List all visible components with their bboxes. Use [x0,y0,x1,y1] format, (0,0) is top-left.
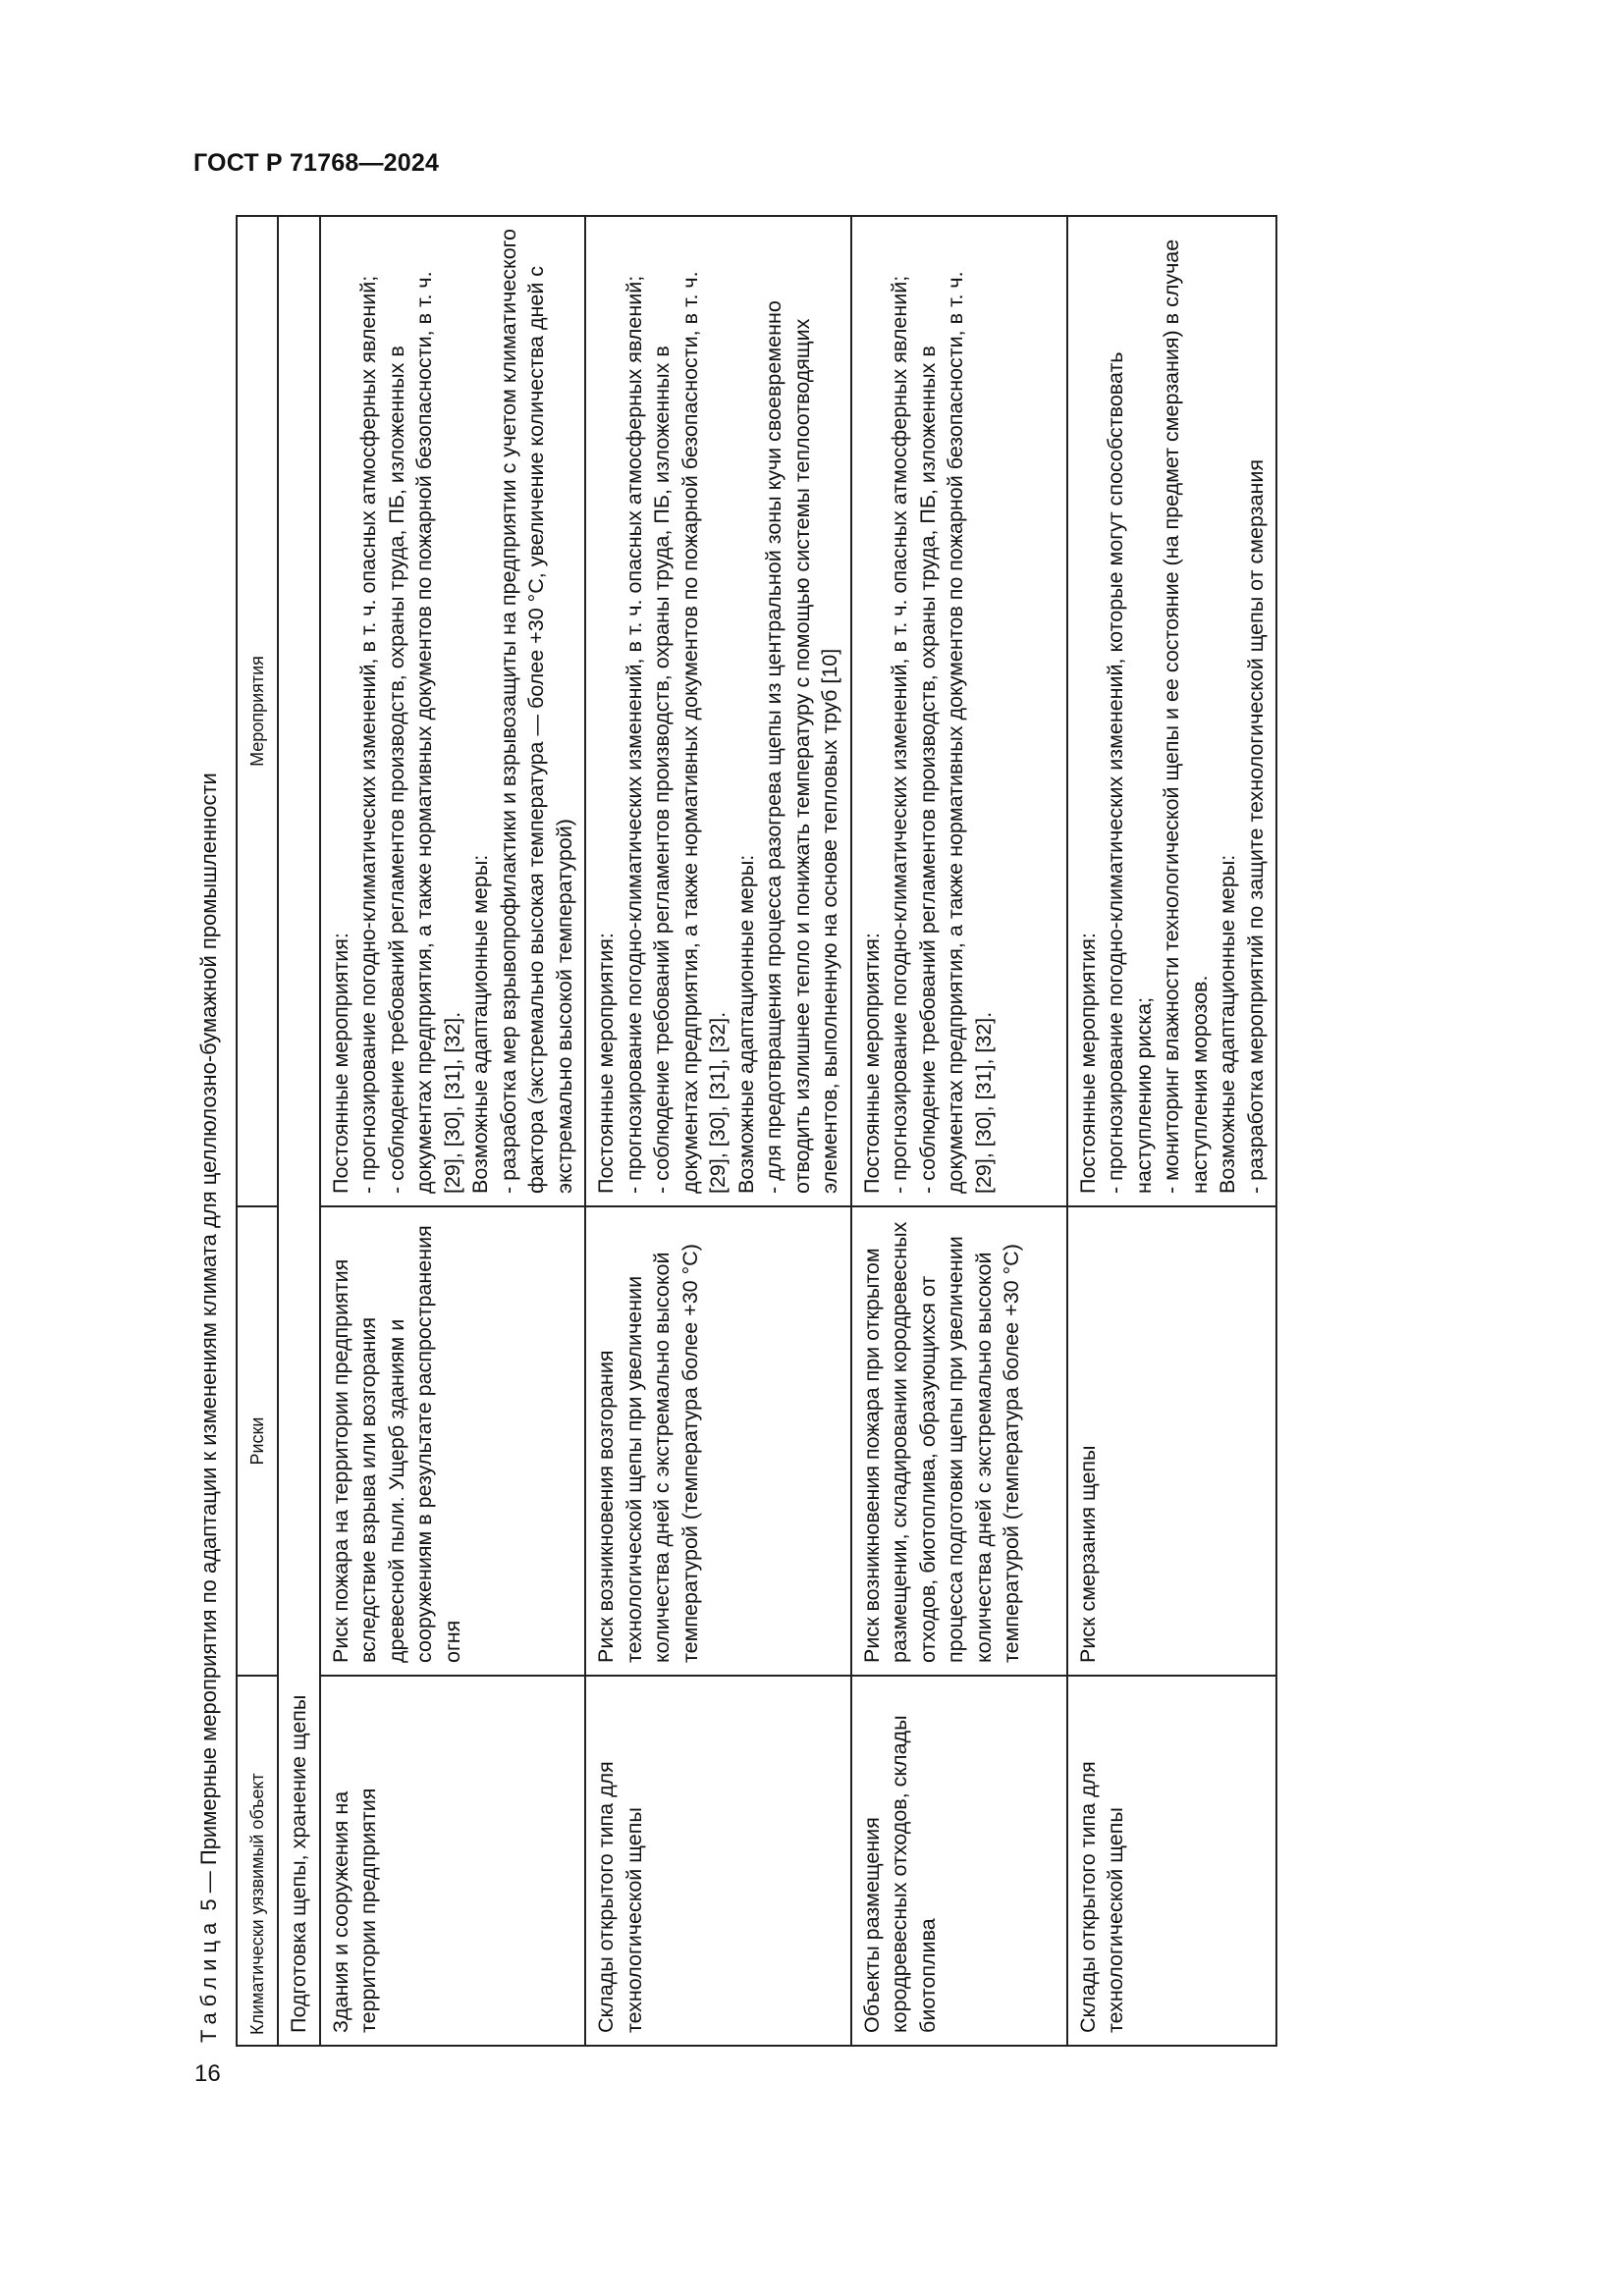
table-caption [185,217,236,2047]
caption-text: — Примерные мероприятия по адаптации к изменениям климата для целлюлозно-бумажной промышленности [196,773,221,1894]
measures-cell [1067,216,1277,1206]
table-row [851,216,1067,2046]
measures-cell [585,216,851,1206]
risk-cell: Риск пожара на территории предприятия вследствие взрыва или возгорания древесной пыли. Ущерб зданиям и сооружениям в результате распространения огня [320,1206,586,1676]
measure-line: - прогнозирование погодно-климатических изменений, в т. ч. опасных атмосферных явлений; [888,275,911,1194]
measure-line: - соблюдение требований регламентов производств, охраны труда, ПБ, изложенных в документах предприятия, а также нормативных документов по пожарной безопасности, в т. ч. [29], [30], [31], [32]. [915,271,996,1194]
table-row [585,216,851,2046]
measures-table [236,215,1277,2047]
measures-cell [851,216,1067,1206]
measure-line: - разработка мероприятий по защите технологической щепы от смерзания [1243,458,1268,1194]
column-header-risks: Риски [237,1206,278,1676]
document-header: ГОСТ Р 71768—2024 [193,149,440,177]
measure-line: Возможные адаптационные меры: [733,854,758,1194]
measure-line: - для предотвращения процесса разогрева щепы из центральной зоны кучи своевременно отводить излишнее тепло и понижать температуру с помощью системы теплоотводящих элементов, выполненную на основе тепловых труб [10] [762,300,841,1194]
measures-cell [320,216,586,1206]
risk-cell: Риск смерзания щепы [1067,1206,1277,1676]
column-header-object: Климатически уязвимый объект [237,1676,278,2046]
table-row [1067,216,1277,2046]
measure-line: Постоянные мероприятия: [1075,933,1100,1194]
measure-line: Постоянные мероприятия: [328,933,352,1194]
risk-cell: Риск возникновения возгорания технологической щепы при увеличении количества дней с экстремально высокой температурой (температура более +30 °С) [585,1206,851,1676]
rotated-table-region [185,217,1422,2047]
column-header-measures: Мероприятия [237,216,278,1206]
measure-line: Возможные адаптационные меры: [1216,854,1239,1194]
table-row [320,216,586,2046]
caption-prefix: Таблица [196,1916,221,2043]
measure-line: Постоянные мероприятия: [859,933,884,1194]
measure-line: Постоянные мероприятия: [594,933,618,1194]
measure-line: - прогнозирование погодно-климатических изменений, в т. ч. опасных атмосферных явлений; [356,275,380,1194]
object-cell: Объекты размещения кородревесных отходов, склады биотоплива [851,1676,1067,2046]
page-number: 16 [194,2060,221,2087]
measure-line: Возможные адаптационные меры: [468,854,492,1194]
measure-line: - прогнозирование погодно-климатических изменений, которые могут способствовать наступлению риска; [1104,351,1156,1194]
object-cell: Склады открытого типа для технологической щепы [585,1676,851,2046]
measure-line: - соблюдение требований регламентов производств, охраны труда, ПБ, изложенных в документах предприятия, а также нормативных документов по пожарной безопасности, в т. ч. [29], [30], [31], [32]. [650,271,730,1194]
section-title: Подготовка щепы, хранение щепы [278,216,320,2046]
measure-line: - прогнозирование погодно-климатических изменений, в т. ч. опасных атмосферных явлений; [622,275,646,1194]
measure-line: - разработка мер взрывопрофилактики и взрывозащиты на предприятии с учетом климатического фактора (экстремально высокая температура — более +30 °С, увеличение количества дней с экстремально высокой температурой) [496,229,576,1194]
risk-cell: Риск возникновения пожара при открытом размещении, складировании кородревесных отходов, биотоплива, образующихся от процесса подготовки щепы при увеличении количества дней с экстремально высокой температурой (температура более +30 °С) [851,1206,1067,1676]
table-header-row [237,216,278,2046]
measure-line: - соблюдение требований регламентов производств, охраны труда, ПБ, изложенных в документах предприятия, а также нормативных документов по пожарной безопасности, в т. ч. [29], [30], [31], [32]. [384,271,464,1194]
object-cell: Здания и сооружения на территории предприятия [320,1676,586,2046]
measure-line: - мониторинг влажности технологической щепы и ее состояние (на предмет смерзания) в случае наступления морозов. [1160,239,1212,1194]
caption-number: 5 [196,1898,221,1911]
section-row [278,216,320,2046]
object-cell: Склады открытого типа для технологической щепы [1067,1676,1277,2046]
